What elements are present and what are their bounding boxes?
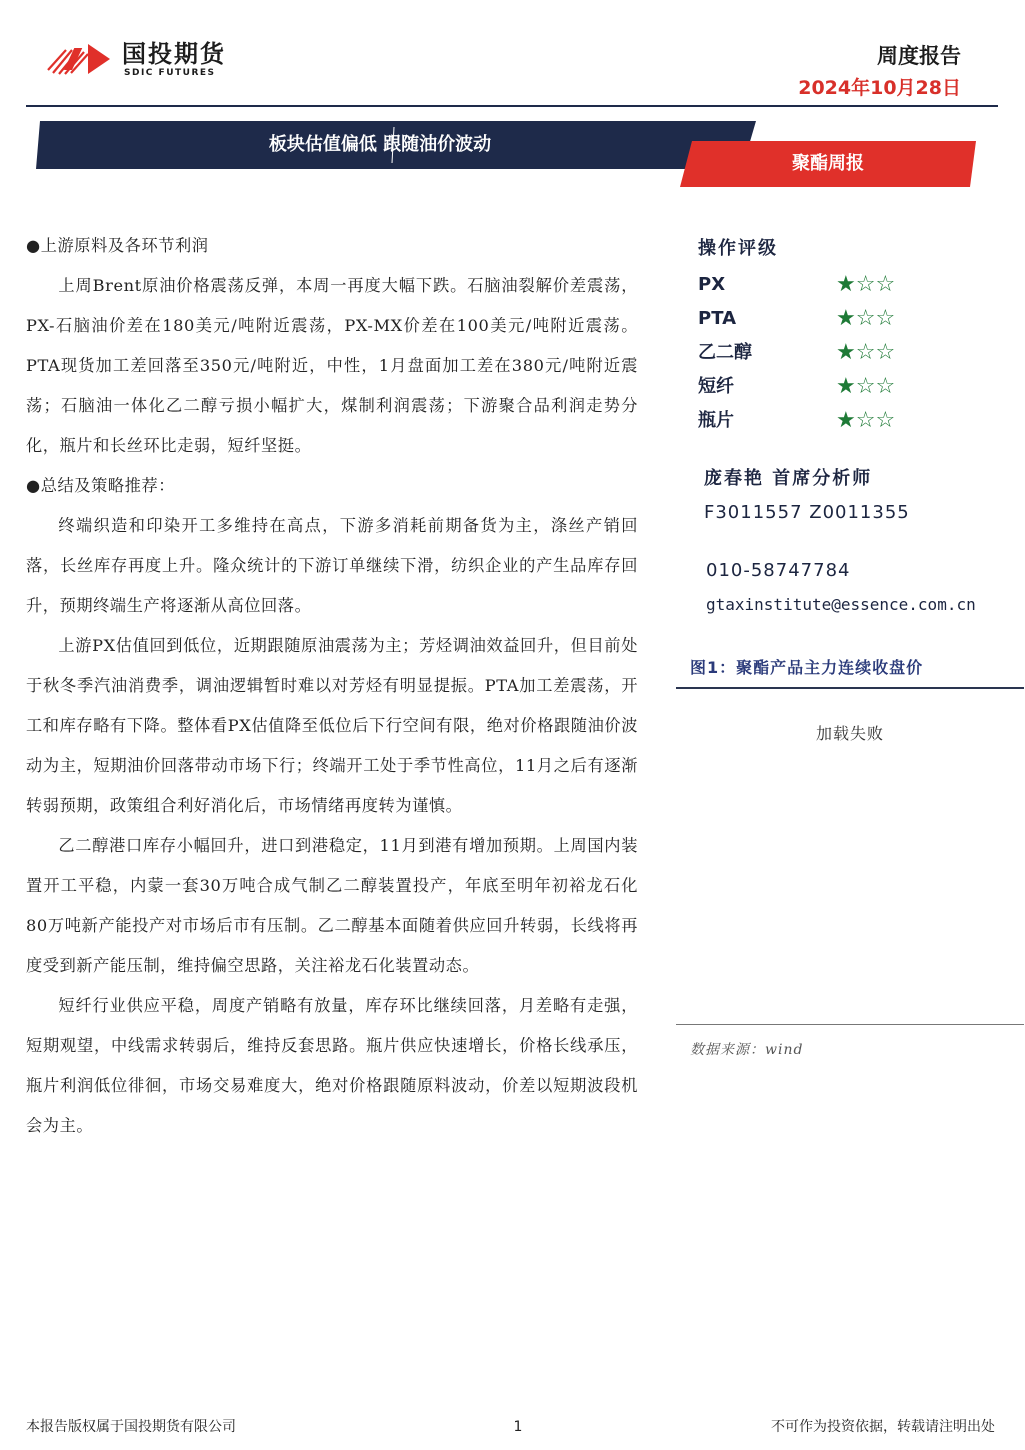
figure-bottom-divider bbox=[676, 1024, 1024, 1025]
report-type: 周度报告 bbox=[877, 44, 961, 68]
footer-disclaimer: 不可作为投资依据，转载请注明出处 bbox=[771, 1419, 995, 1435]
figure-load-failed: 加载失败 bbox=[815, 724, 884, 743]
header-divider bbox=[26, 105, 998, 107]
rating-row bbox=[698, 302, 998, 336]
paragraph-terminal: 终端织造和印染开工多维持在高点，下游多消耗前期备货为主，涤丝产销回落，长丝库存再度上升。隆众统计的下游订单继续下滑，纺织企业的产生品库存回升，预期终端生产将逐渐从高位回落。 bbox=[26, 516, 638, 615]
paragraph-meg: 乙二醇港口库存小幅回升，进口到港稳定，11月到港有增加预期。上周国内装置开工平稳，内蒙一套30万吨合成气制乙二醇装置投产，年底至明年初裕龙石化80万吨新产能投产对市场后市有压制。乙二醇基本面随着供应回升转弱，长线将再度受到新产能压制，维持偏空思路，关注裕龙石化装置动态。 bbox=[26, 836, 638, 975]
main-content bbox=[26, 226, 638, 1146]
page-number: 1 bbox=[513, 1419, 523, 1435]
footer-copyright: 本报告版权属于国投期货有限公司 bbox=[26, 1419, 236, 1435]
report-title: 板块估值偏低 跟随油价波动 bbox=[268, 134, 492, 155]
rating-stars-icon: ★☆☆ bbox=[836, 272, 896, 297]
paragraph-upstream: 上周Brent原油价格震荡反弹，本周一再度大幅下跌。石脑油裂解价差震荡，PX-石脑油价差在180美元/吨附近震荡，PX-MX价差在100美元/吨附近震荡。PTA现货加工差回落至350元/吨附近，中性，1月盘面加工差在380元/吨附近震荡；石脑油一体化乙二醇亏损小幅扩大，煤制利润震荡；下游聚合品利润走势分化，瓶片和长丝环比走弱，短纤坚挺。 bbox=[26, 276, 638, 455]
figure-source: 数据来源：wind bbox=[690, 1042, 804, 1058]
rating-name: 乙二醇 bbox=[698, 342, 752, 363]
paragraph-px: 上游PX估值回到低位，近期跟随原油震荡为主；芳烃调油效益回升，但目前处于秋冬季汽油消费季，调油逻辑暂时难以对芳烃有明显提振。PTA加工差震荡，开工和库存略有下降。整体看PX估值降至低位后下行空间有限，绝对价格跟随油价波动为主，短期油价回落带动市场下行；终端开工处于季节性高位，11月之后有逐渐转弱预期，政策组合利好消化后，市场情绪再度转为谨慎。 bbox=[26, 636, 638, 815]
analyst-name: 庞春艳 首席分析师 bbox=[704, 468, 873, 489]
analyst-phone: 010-58747784 bbox=[706, 560, 851, 581]
paragraph-psf: 短纤行业供应平稳，周度产销略有放量，库存环比继续回落，月差略有走强，短期观望，中线需求转弱后，维持反套思路。瓶片供应快速增长，价格长线承压，瓶片利润低位徘徊，市场交易难度大，绝对价格跟随原料波动，价差以短期波段机会为主。 bbox=[26, 996, 638, 1135]
rating-name: 瓶片 bbox=[698, 410, 734, 431]
rating-row bbox=[698, 268, 998, 302]
rating-title: 操作评级 bbox=[698, 238, 778, 259]
rating-stars-icon: ★☆☆ bbox=[836, 374, 896, 399]
logo-text-cn: 国投期货 bbox=[122, 40, 226, 68]
section-title-summary: ●总结及策略推荐： bbox=[26, 476, 176, 495]
report-tag: 聚酯周报 bbox=[792, 153, 864, 174]
rating-name: PX bbox=[698, 274, 726, 295]
rating-name: PTA bbox=[698, 308, 737, 329]
rating-row bbox=[698, 404, 998, 438]
logo-text-en: SDIC FUTURES bbox=[124, 68, 216, 78]
figure-title: 图1：聚酯产品主力连续收盘价 bbox=[690, 658, 924, 677]
analyst-cert: F3011557 Z0011355 bbox=[704, 502, 910, 523]
rating-row bbox=[698, 370, 998, 404]
report-date: 2024年10月28日 bbox=[798, 77, 961, 99]
rating-row bbox=[698, 336, 998, 370]
rating-stars-icon: ★☆☆ bbox=[836, 306, 896, 331]
analyst-email-link[interactable]: gtaxinstitute@essence.com.cn bbox=[706, 595, 976, 614]
logo-mark-icon bbox=[44, 40, 114, 78]
rating-name: 短纤 bbox=[698, 376, 734, 397]
rating-stars-icon: ★☆☆ bbox=[836, 408, 896, 433]
figure-divider bbox=[676, 687, 1024, 689]
rating-panel bbox=[698, 232, 998, 438]
company-logo bbox=[44, 40, 244, 82]
section-title-upstream: ●上游原料及各环节利润 bbox=[26, 236, 209, 255]
rating-stars-icon: ★☆☆ bbox=[836, 340, 896, 365]
